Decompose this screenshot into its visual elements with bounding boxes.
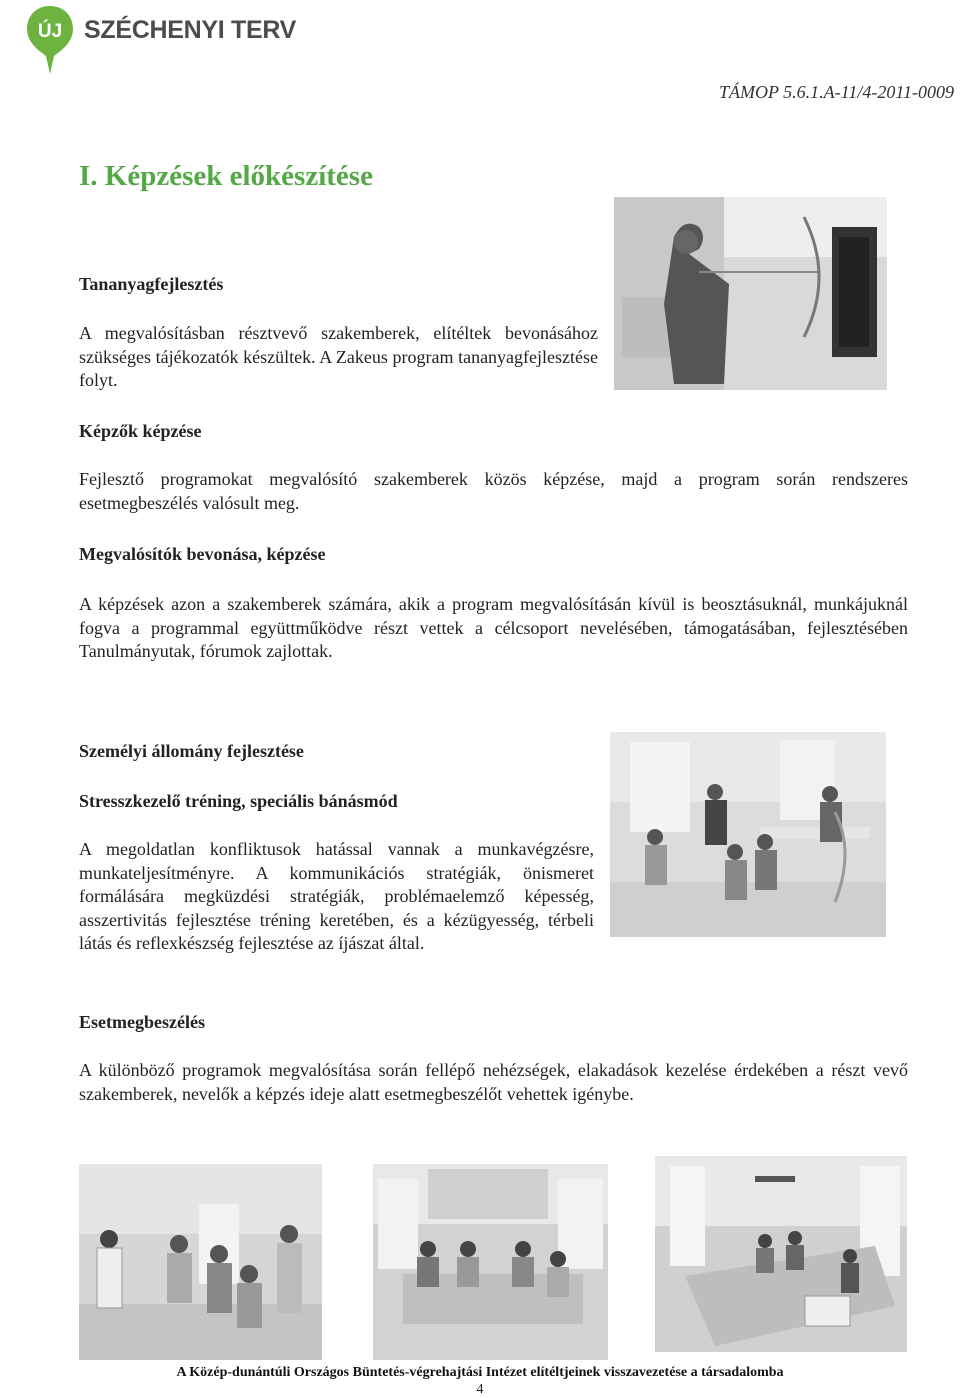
paragraph-megvalositok-bevonasa: A képzések azon a szakemberek számára, akik a program megvalósításán kívül is beosztásuknál, munkájuknál fogva a programmal együttműködve részt vettek a célcsoport nevelésében, támogatásában, fejlesztésében Tanulmányutak, fórumok zajlottak. xyxy=(79,594,908,661)
szechenyi-logo-pin xyxy=(24,4,76,76)
page-title: I. Képzések előkészítése xyxy=(79,160,373,192)
heading-kepzok-kepzese: Képzők képzése xyxy=(79,421,202,441)
heading-megvalositok-bevonasa: Megvalósítók bevonása, képzése xyxy=(79,544,326,564)
photo-group-discussion xyxy=(79,1164,322,1360)
heading-szemelyi-allomany: Személyi állomány fejlesztése xyxy=(79,741,304,761)
photo-training-room xyxy=(610,732,886,937)
heading-stresszkezelo-trening: Stresszkezelő tréning, speciális bánásmód xyxy=(79,791,398,811)
paragraph-tananyagfejlesztes: A megvalósításban résztvevő szakemberek, elítéltek bevonásához szükséges tájékozatók készültek. A Zakeus program tananyagfejlesztése folyt. xyxy=(79,323,598,390)
project-code: TÁMOP 5.6.1.A-11/4-2011-0009 xyxy=(719,82,954,102)
footer-title: A Közép-dunántúli Országos Büntetés-végrehajtási Intézet elítéltjeinek visszavezetése a társadalomba xyxy=(176,1365,784,1380)
logo-wordmark: SZÉCHENYI TERV xyxy=(84,16,297,44)
paragraph-kepzok-kepzese: Fejlesztő programokat megvalósító szakemberek közös képzése, majd a program során rendszeres esetmegbeszélés valósult meg. xyxy=(79,469,908,513)
heading-tananyagfejlesztes: Tananyagfejlesztés xyxy=(79,274,224,294)
photo-archery xyxy=(614,197,887,390)
logo-badge-text: ÚJ xyxy=(37,21,63,42)
photo-conference-room xyxy=(655,1156,907,1352)
paragraph-stresszkezelo-trening: A megoldatlan konfliktusok hatással vannak a munkavégzésre, munkateljesítményre. A kommunikációs stratégiák, önismeret formálására megküzdési stratégiák, problémaelemző képesség, asszertivitás fejlesztése tréning keretében, és a kézügyesség, térbeli látás és reflexkészség fejlesztése az íjászat által. xyxy=(79,839,594,953)
page-number: 4 xyxy=(476,1382,484,1397)
heading-esetmegbeszeles: Esetmegbeszélés xyxy=(79,1012,205,1032)
paragraph-esetmegbeszeles: A különböző programok megvalósítása során fellépő nehézségek, elakadások kezelése érdekében a részt vevő szakemberek, nevelők a képzés ideje alatt esetmegbeszélőt vehettek igénybe. xyxy=(79,1060,908,1104)
photo-classroom xyxy=(373,1164,608,1360)
